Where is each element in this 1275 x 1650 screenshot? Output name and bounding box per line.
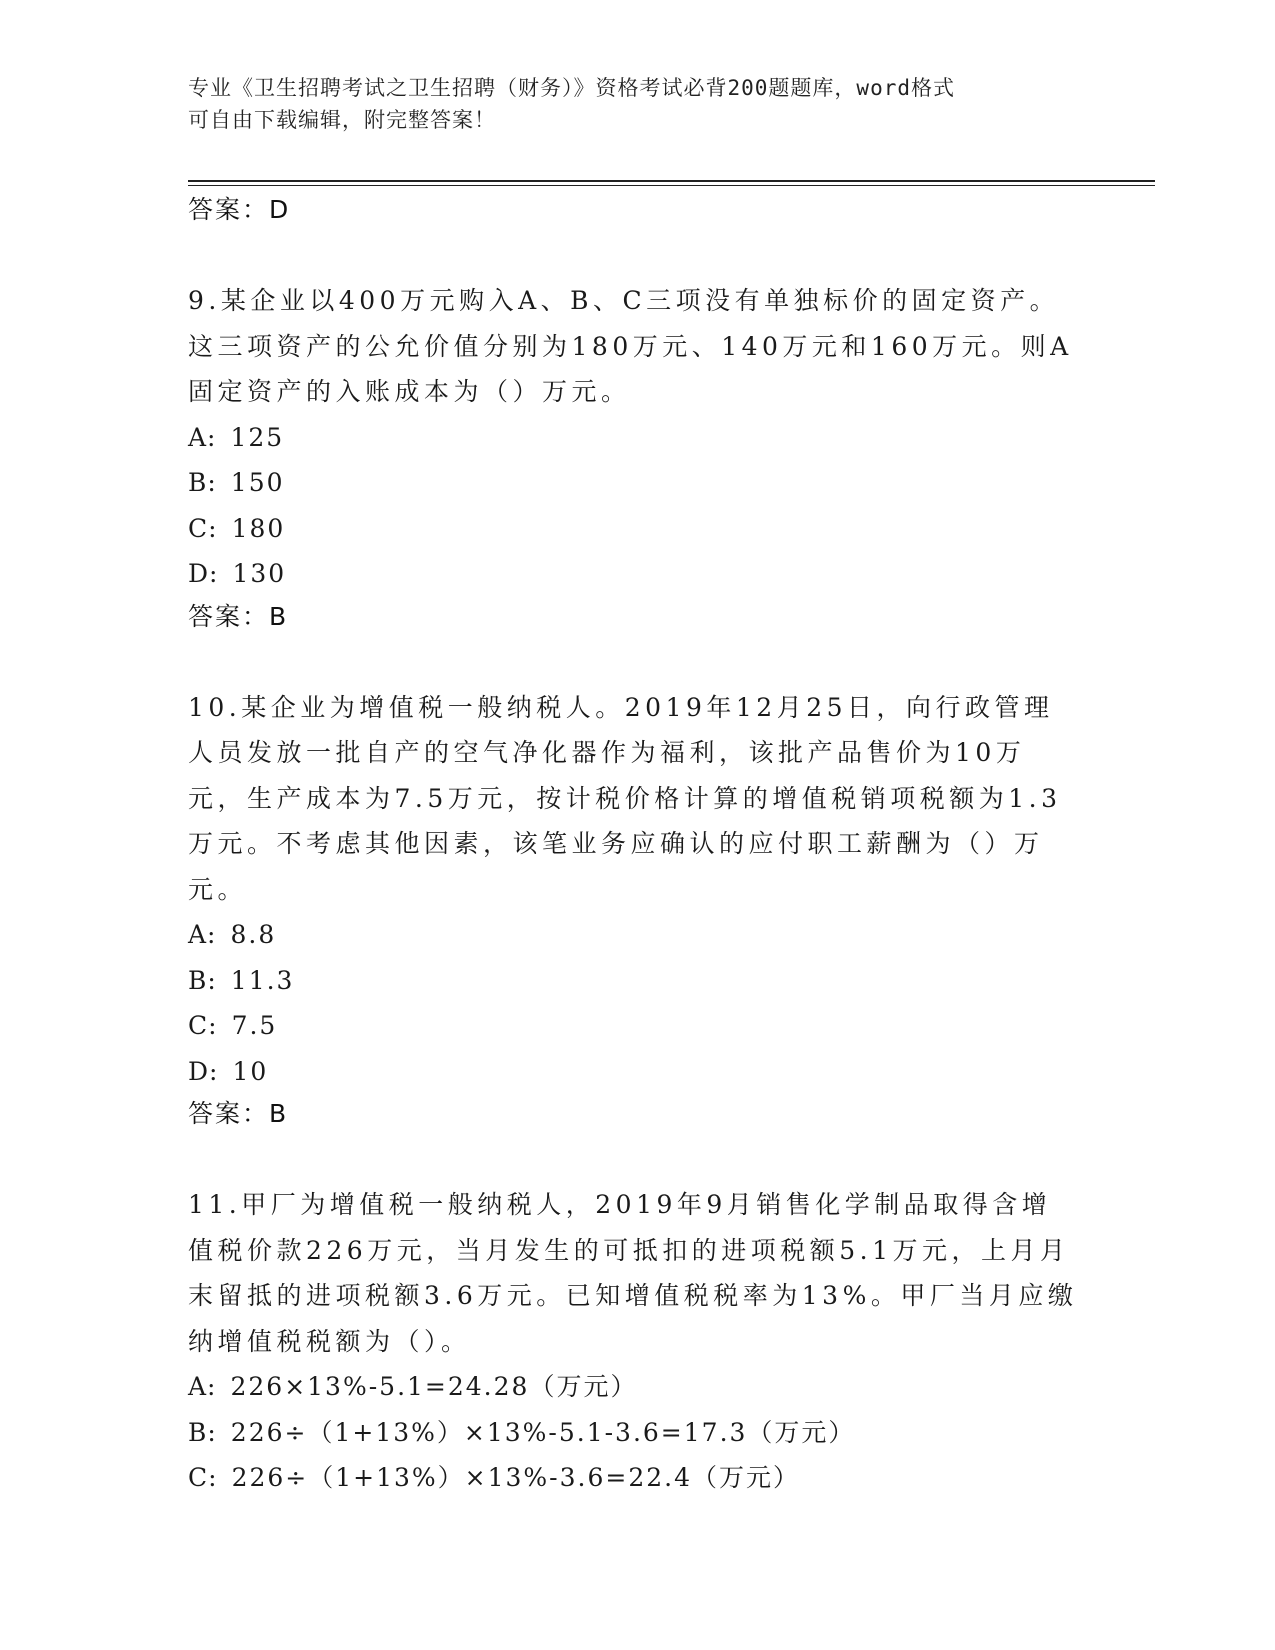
question-11-text: 11.甲厂为增值税一般纳税人，2019年9月销售化学制品取得含增值税价款226万元，当月发生的可抵扣的进项税额5.1万元，上月月末留抵的进项税额3.6万元。已知增值税税率为13%。甲厂当月应缴纳增值税税额为（）。 — [188, 1190, 1078, 1356]
spacer — [188, 230, 1088, 278]
option-label: D: — [188, 1056, 219, 1086]
option-value: 7.5 — [231, 1011, 278, 1040]
option-value: 226÷（1+13%）×13%-3.6=22.4（万元） — [231, 1463, 800, 1492]
question-9-option-b — [188, 460, 1088, 506]
header-rule-thin — [188, 185, 1155, 186]
page-content — [188, 190, 1088, 1501]
option-value: 130 — [232, 559, 287, 588]
option-value: 226×13%-5.1=24.28（万元） — [230, 1372, 638, 1401]
option-label: A: — [188, 1372, 217, 1401]
option-value: 8.8 — [230, 920, 277, 949]
question-9-option-d — [188, 551, 1088, 597]
question-10-answer: 答案：B — [188, 1099, 289, 1128]
option-label: D: — [188, 559, 219, 588]
question-10-text: 10.某企业为增值税一般纳税人。2019年12月25日，向行政管理人员发放一批自产的空气净化器作为福利，该批产品售价为10万元，生产成本为7.5万元，按计税价格计算的增值税销项税额为1.3万元。不考虑其他因素，该笔业务应确认的应付职工薪酬为（）万元。 — [188, 692, 1062, 904]
header-rule-thick — [188, 180, 1155, 182]
question-10-option-c — [188, 1003, 1088, 1049]
question-9-option-a — [188, 415, 1088, 461]
header-title-line-1: 专业《卫生招聘考试之卫生招聘（财务）》资格考试必背200题题库，word格式 — [188, 76, 955, 100]
question-11 — [188, 1182, 1088, 1501]
option-value: 11.3 — [230, 965, 295, 995]
question-11-option-b — [188, 1410, 1088, 1456]
header-title-line-2: 可自由下载编辑，附完整答案！ — [188, 108, 496, 132]
option-value: 10 — [232, 1056, 269, 1086]
page-header — [188, 72, 1088, 136]
question-11-option-c — [188, 1455, 1088, 1501]
question-10-option-d — [188, 1049, 1088, 1095]
option-label: A: — [188, 422, 217, 452]
question-10 — [188, 685, 1088, 1135]
option-value: 150 — [230, 468, 285, 497]
option-label: C: — [188, 1463, 218, 1492]
option-label: C: — [188, 513, 218, 543]
option-value: 180 — [231, 513, 286, 543]
option-value: 125 — [230, 422, 285, 452]
question-9-option-c — [188, 506, 1088, 552]
option-label: B: — [188, 1417, 217, 1447]
option-label: B: — [188, 965, 217, 995]
option-label: C: — [188, 1011, 218, 1040]
question-9-answer: 答案：B — [188, 601, 289, 631]
option-value: 226÷（1+13%）×13%-5.1-3.6=17.3（万元） — [230, 1417, 856, 1447]
question-9 — [188, 278, 1088, 637]
question-10-option-a — [188, 912, 1088, 958]
option-label: B: — [188, 468, 217, 497]
option-label: A: — [188, 920, 217, 949]
question-10-option-b — [188, 958, 1088, 1004]
spacer — [188, 637, 1088, 685]
question-11-option-a — [188, 1364, 1088, 1410]
spacer — [188, 1134, 1088, 1182]
answer-previous: 答案：D — [188, 195, 291, 224]
question-9-text: 9.某企业以400万元购入A、B、C三项没有单独标价的固定资产。这三项资产的公允价值分别为180万元、140万元和160万元。则A固定资产的入账成本为（）万元。 — [188, 286, 1073, 406]
